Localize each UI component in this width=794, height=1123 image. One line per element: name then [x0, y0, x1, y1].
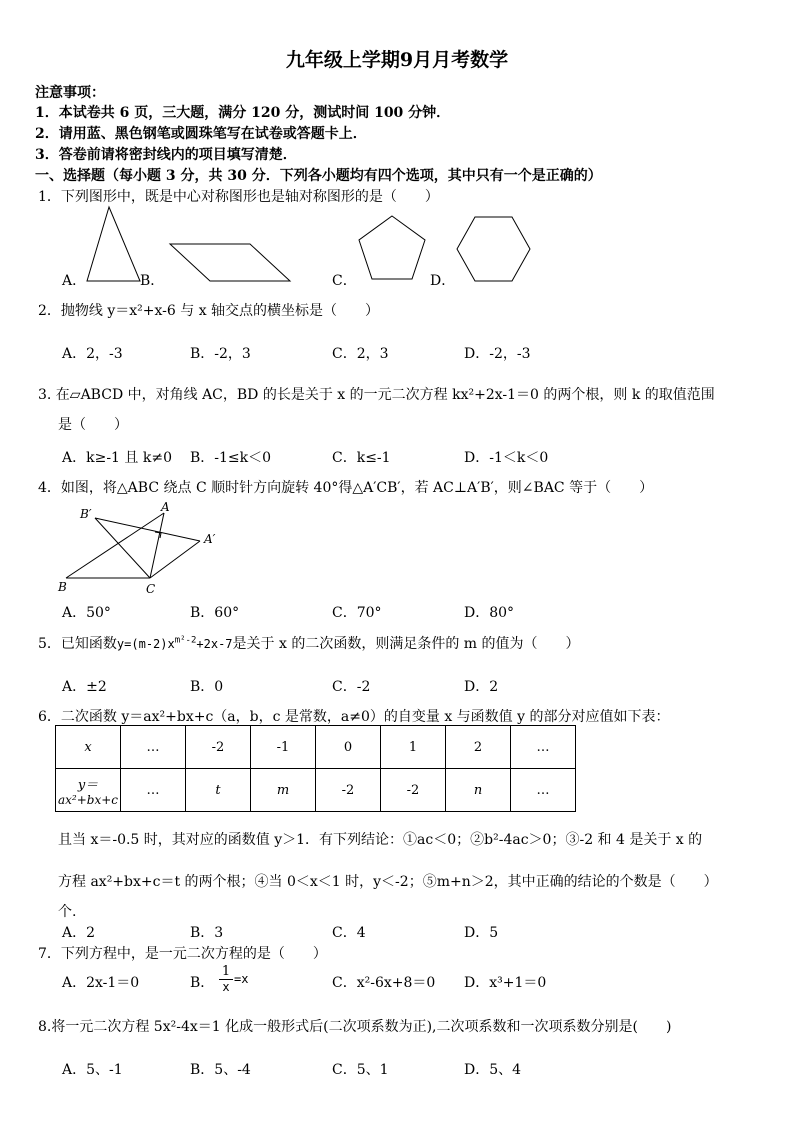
table-cell: … — [511, 726, 576, 769]
label-c: C — [146, 582, 156, 596]
q6-conditions-2: 方程 ax²+bx+c＝t 的两个根；④当 0＜x＜1 时，y＜-2；⑤m+n＞2，其中正确的结论的个数是（ ） — [58, 874, 718, 890]
notes-heading: 注意事项： — [35, 85, 105, 101]
fraction-denominator: x — [222, 980, 230, 994]
q5-stem — [38, 633, 580, 653]
segment-bpc — [95, 518, 150, 578]
q1-option-a: A． — [62, 273, 87, 289]
q5-stem-pre: 5．已知函数 — [38, 636, 117, 652]
q5-formula-tail: +2x-7 — [196, 637, 233, 651]
table-cell: -2 — [316, 769, 381, 812]
table-cell: -2 — [381, 769, 446, 812]
table-header-line2: ax²+bx+c — [57, 792, 118, 807]
label-b-prime: B′ — [80, 507, 92, 521]
q7-option-b-label: B． — [190, 975, 215, 991]
q4-option-a: A．50° — [62, 605, 111, 621]
q8-stem: 8.将一元二次方程 5x²-4x＝1 化成一般形式后(二次项系数为正),二次项系数和一次项系数分别是( ) — [38, 1019, 672, 1035]
page-title: 九年级上学期9月月考数学 — [285, 49, 509, 71]
q5-option-c: C．-2 — [332, 679, 371, 695]
q8-option-b: B．5、-4 — [190, 1062, 251, 1078]
q6-option-c: C．4 — [332, 925, 366, 941]
q5-formula: y=(m-2)x — [116, 637, 175, 651]
q2-option-d: D．-2，-3 — [464, 346, 531, 362]
q3-stem: 3. 在▱ABCD 中，对角线 AC，BD 的长是关于 x 的一元二次方程 kx²+2x-1＝0 的两个根，则 k 的取值范围 — [38, 387, 715, 403]
q4-option-d: D．80° — [464, 605, 515, 621]
q3-option-b: B．-1≤k＜0 — [190, 450, 272, 466]
table-cell: … — [121, 769, 186, 812]
q6-option-a: A．2 — [62, 925, 96, 941]
q2-option-b: B．-2，3 — [190, 346, 251, 362]
q6-conditions-3: 个. — [58, 904, 77, 920]
q7-stem: 7．下列方程中，是一元二次方程的是（ ） — [38, 946, 327, 962]
q2-option-c: C．2，3 — [332, 346, 389, 362]
q6-option-b: B．3 — [190, 925, 224, 941]
q4-stem: 4．如图，将△ABC 绕点 C 顺时针方向旋转 40°得△A′CB′，若 AC⊥A′B′，则∠BAC 等于（ ） — [38, 480, 654, 496]
table-cell: … — [121, 726, 186, 769]
table-cell: 0 — [316, 726, 381, 769]
label-a: A — [161, 500, 170, 514]
q4-option-c: C．70° — [332, 605, 382, 621]
q7-option-a: A．2x-1＝0 — [62, 975, 140, 991]
q3-option-c: C．k≤-1 — [332, 450, 391, 466]
q3-stem-cont: 是（ ） — [58, 417, 128, 433]
table-cell: -1 — [251, 726, 316, 769]
q2-stem: 2．抛物线 y＝x²+x-6 与 x 轴交点的横坐标是（ ） — [38, 303, 380, 319]
label-a-prime: A′ — [204, 532, 216, 546]
q8-option-c: C．5、1 — [332, 1062, 389, 1078]
table-cell: 2 — [446, 726, 511, 769]
label-b: B — [58, 580, 67, 594]
table-cell: -2 — [186, 726, 251, 769]
note-3: 3．答卷前请将密封线内的项目填写清楚． — [35, 147, 297, 163]
q7-option-d: D．x³+1＝0 — [464, 975, 547, 991]
table-cell: n — [446, 769, 511, 812]
q1-option-b: B． — [140, 273, 165, 289]
table-cell: t — [186, 769, 251, 812]
q3-option-d: D．-1＜k＜0 — [464, 450, 549, 466]
table-row — [56, 769, 576, 812]
fraction-numerator: 1 — [219, 964, 233, 980]
table-cell: … — [511, 769, 576, 812]
q7-option-b-tail: =x — [234, 972, 249, 986]
section-heading: 一、选择题（每小题 3 分，共 30 分．下列各小题均有四个选项，其中只有一个是正确的） — [35, 168, 602, 184]
q6-option-d: D．5 — [464, 925, 499, 941]
right-angle-mark — [155, 532, 161, 538]
q8-option-d: D．5、4 — [464, 1062, 522, 1078]
q4-option-b: B．60° — [190, 605, 240, 621]
q1-stem: 1．下列图形中，既是中心对称图形也是轴对称图形的是（ ） — [38, 189, 439, 205]
value-table — [55, 725, 576, 812]
q6-conditions-1: 且当 x＝-0.5 时，其对应的函数值 y＞1．有下列结论：①ac＜0；②b²-4ac＞0；③-2 和 4 是关于 x 的 — [58, 832, 703, 848]
table-header-cell — [56, 769, 121, 812]
segment-ac — [150, 513, 164, 578]
q1-option-d: D． — [430, 273, 456, 289]
segment-bpap — [95, 518, 200, 541]
q8-option-a: A．5、-1 — [62, 1062, 123, 1078]
q5-stem-post: 是关于 x 的二次函数，则满足条件的 m 的值为（ ） — [232, 636, 580, 652]
table-header-line1: y＝ — [77, 777, 99, 793]
q5-option-a: A．±2 — [62, 679, 107, 695]
segment-apc — [150, 541, 200, 578]
q1-option-c: C． — [332, 273, 357, 289]
table-row — [56, 726, 576, 769]
q3-option-a: A．k≥-1 且 k≠0 — [62, 450, 172, 466]
q2-option-a: A．2，-3 — [62, 346, 123, 362]
note-1: 1．本试卷共 6 页，三大题，满分 120 分，测试时间 100 分钟． — [35, 105, 451, 121]
q7-option-b-fraction — [219, 964, 233, 995]
q6-stem: 6．二次函数 y＝ax²+bx+c（a，b，c 是常数，a≠0）的自变量 x 与函数值 y 的部分对应值如下表： — [38, 709, 670, 725]
table-cell: x — [56, 726, 121, 769]
q5-option-d: D．2 — [464, 679, 499, 695]
q7-option-c: C．x²-6x+8＝0 — [332, 975, 436, 991]
q5-option-b: B．0 — [190, 679, 224, 695]
note-2: 2．请用蓝、黑色钢笔或圆珠笔写在试卷或答题卡上． — [35, 126, 367, 142]
table-cell: 1 — [381, 726, 446, 769]
table-cell: m — [251, 769, 316, 812]
q5-exponent: m²-2 — [174, 635, 197, 646]
